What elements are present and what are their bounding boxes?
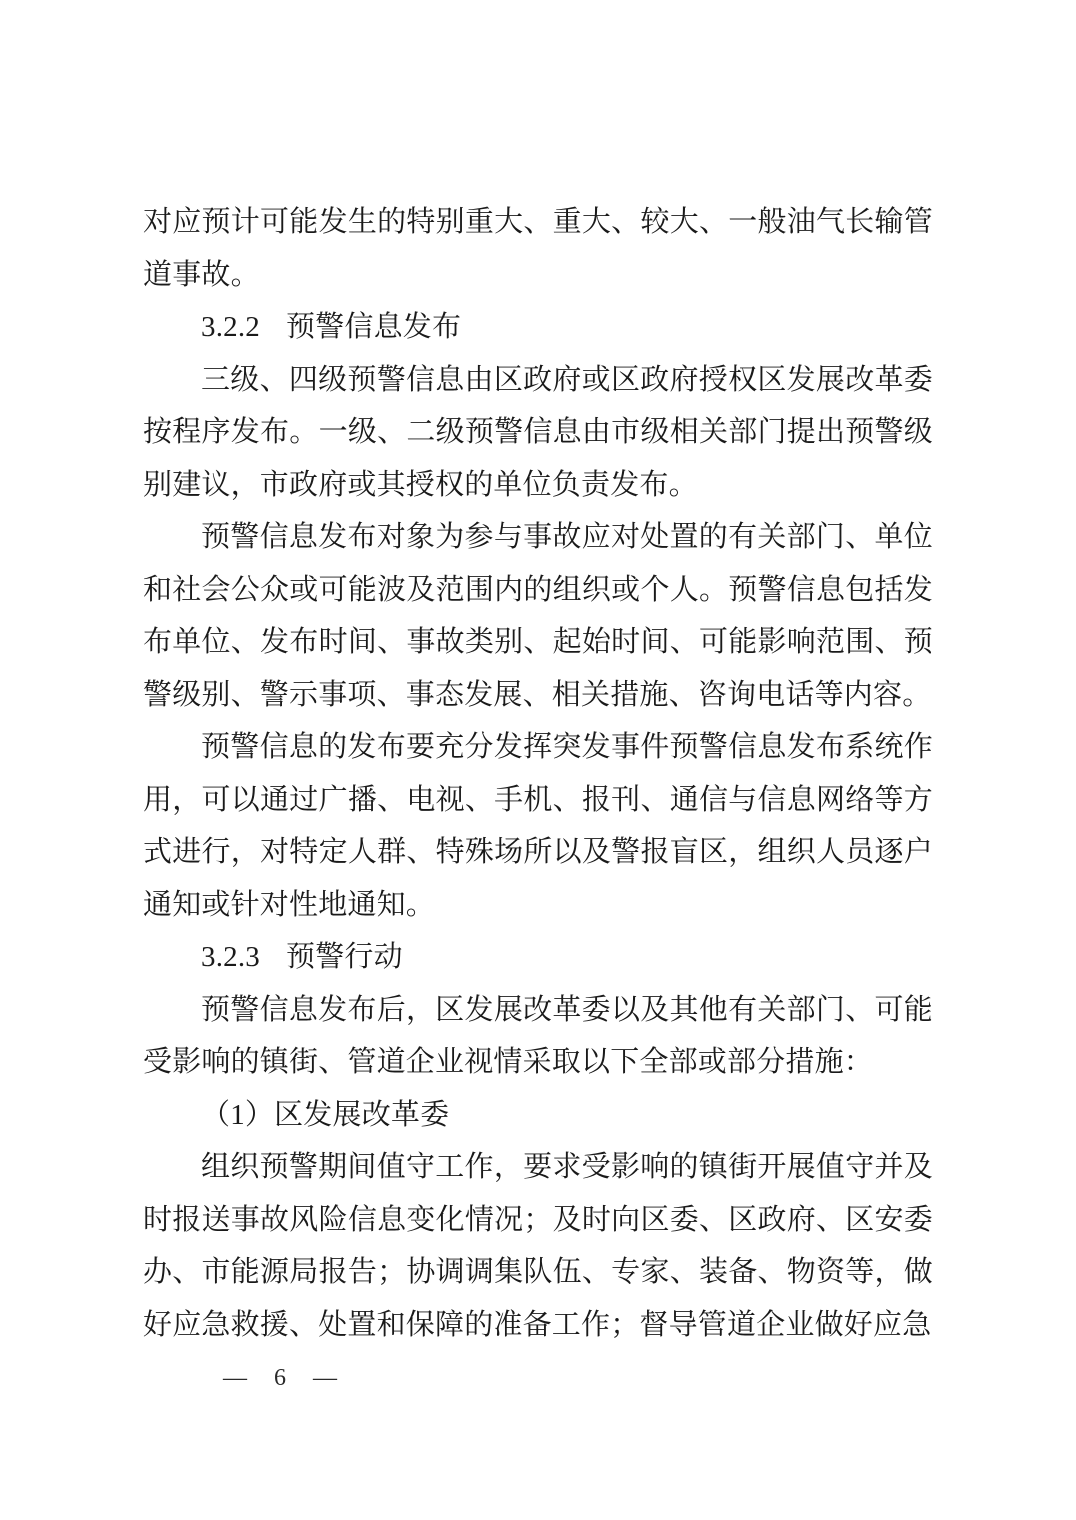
section-number: 3.2.3 [201,941,260,973]
section-heading-3-2-2 [143,301,933,354]
section-title: 预警行动 [286,941,403,973]
paragraph: 预警信息的发布要充分发挥突发事件预警信息发布系统作用，可以通过广播、电视、手机、报刊、通信与信息网络等方式进行，对特定人群、特殊场所以及警报盲区，组织人员逐户通知或针对性地通知。 [143,731,933,921]
footer-left-dash: — [223,1364,247,1391]
page-footer [223,1352,337,1404]
section-heading-3-2-3 [143,931,933,984]
paragraph: 预警信息发布后，区发展改革委以及其他有关部门、可能受影响的镇街、管道企业视情采取以下全部或部分措施： [143,993,933,1078]
footer-right-dash: — [313,1364,337,1391]
section-title: 预警信息发布 [286,311,462,343]
page-body [143,196,933,1351]
section-number: 3.2.2 [201,311,260,343]
paragraph: 三级、四级预警信息由区政府或区政府授权区发展改革委按程序发布。一级、二级预警信息由市级相关部门提出预警级别建议，市政府或其授权的单位负责发布。 [143,363,933,501]
list-item-paragraph: （1）区发展改革委 [201,1098,450,1131]
page-number: 6 [274,1364,286,1391]
paragraph: 组织预警期间值守工作，要求受影响的镇街开展值守并及时报送事故风险信息变化情况；及时向区委、区政府、区安委办、市能源局报告；协调调集队伍、专家、装备、物资等，做好应急救援、处置和保障的准备工作；督导管道企业做好应急 [143,1151,933,1341]
paragraph-continuation: 对应预计可能发生的特别重大、重大、较大、一般油气长输管道事故。 [143,206,933,291]
paragraph: 预警信息发布对象为参与事故应对处置的有关部门、单位和社会公众或可能波及范围内的组织或个人。预警信息包括发布单位、发布时间、事故类别、起始时间、可能影响范围、预警级别、警示事项、事态发展、相关措施、咨询电话等内容。 [143,521,933,711]
